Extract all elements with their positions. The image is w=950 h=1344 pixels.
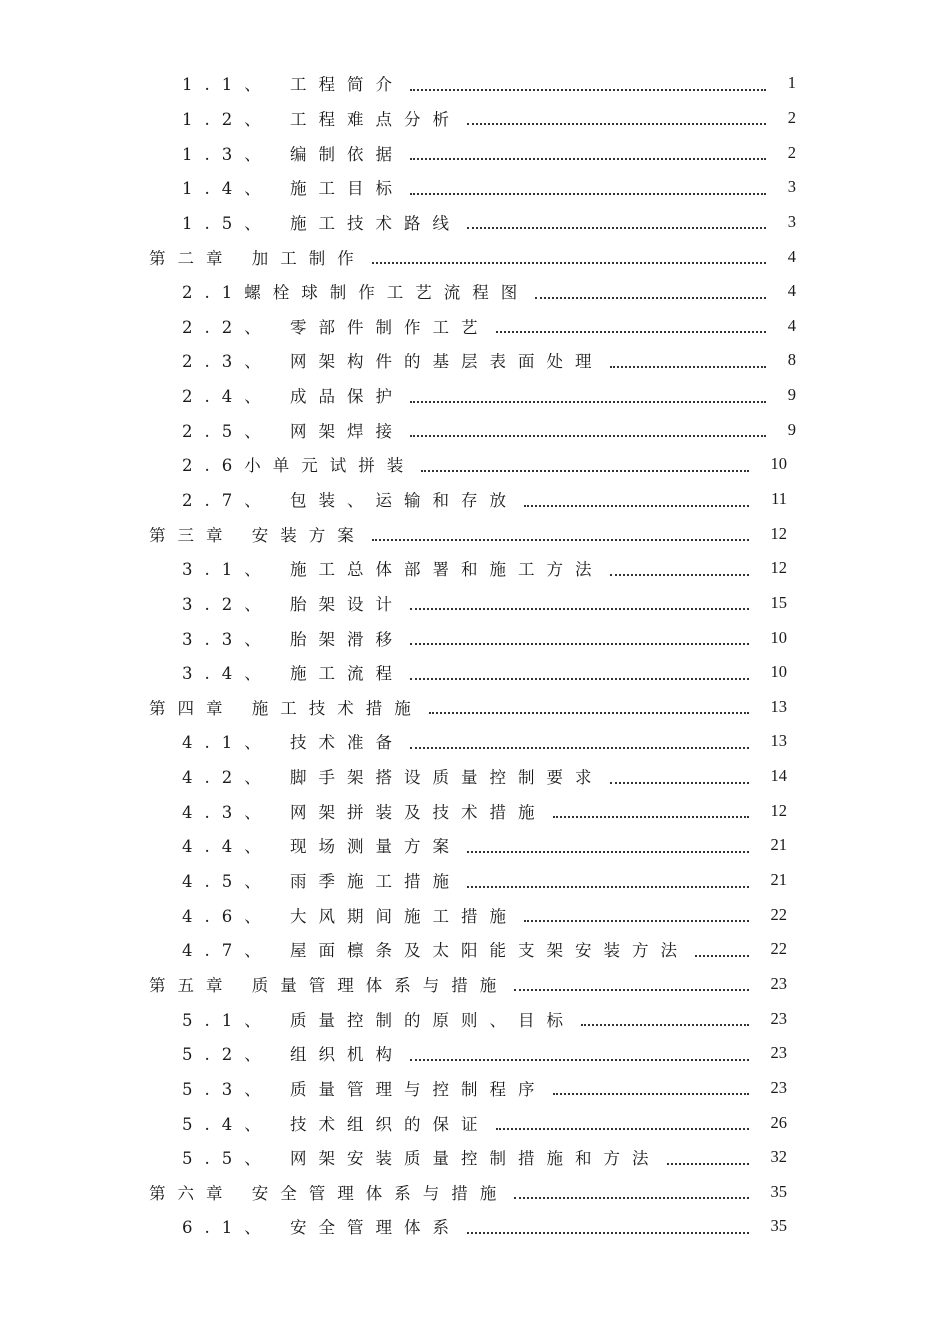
toc-entry-page: 23 (770, 1077, 787, 1097)
table-of-contents (0, 66, 950, 1244)
toc-leader-dots (410, 157, 766, 160)
toc-leader-dots (410, 434, 766, 437)
toc-entry[interactable] (0, 482, 950, 517)
toc-entry-page: 35 (770, 1181, 787, 1201)
toc-leader-dots (524, 919, 749, 922)
toc-entry-page: 23 (770, 1008, 787, 1028)
toc-entry-title: 1.1、 工程简介 (182, 75, 404, 95)
toc-entry[interactable] (0, 101, 950, 136)
toc-entry-title: 5.3、 质量管理与控制程序 (182, 1079, 547, 1099)
toc-entry[interactable] (0, 1105, 950, 1140)
toc-entry[interactable] (0, 205, 950, 240)
toc-entry-title: 5.5、 网架安装质量控制措施和方法 (182, 1149, 661, 1169)
toc-entry-title: 1.5、 施工技术路线 (182, 213, 461, 233)
toc-entry-page: 13 (770, 731, 787, 751)
toc-leader-dots (535, 296, 766, 299)
toc-entry-title: 1.2、 工程难点分析 (182, 109, 461, 129)
toc-leader-dots (553, 1092, 750, 1095)
toc-entry-title: 2.4、 成品保护 (182, 387, 404, 407)
toc-entry-page: 12 (770, 523, 787, 543)
toc-entry[interactable] (0, 759, 950, 794)
toc-entry-page: 9 (787, 385, 796, 405)
toc-entry-title: 1.4、 施工目标 (182, 179, 404, 199)
toc-leader-dots (610, 573, 750, 576)
toc-entry-title: 2.5、 网架焊接 (182, 421, 404, 441)
toc-entry[interactable] (0, 1036, 950, 1071)
toc-entry-title: 2.1螺栓球制作工艺流程图 (182, 283, 530, 303)
toc-leader-dots (410, 746, 749, 749)
toc-entry-title: 3.2、 胎架设计 (182, 594, 404, 614)
toc-chapter-title: 第五章 质量管理体系与措施 (149, 975, 509, 995)
toc-entry-page: 2 (787, 107, 796, 127)
toc-leader-dots (467, 226, 766, 229)
toc-entry-page: 12 (770, 558, 787, 578)
toc-entry[interactable] (0, 308, 950, 343)
toc-entry-title: 4.6、 大风期间施工措施 (182, 906, 518, 926)
toc-entry-title: 1.3、 编制依据 (182, 144, 404, 164)
toc-entry[interactable] (0, 863, 950, 898)
toc-chapter-entry[interactable] (0, 516, 950, 551)
toc-leader-dots (421, 469, 749, 472)
toc-leader-dots (372, 261, 766, 264)
toc-entry[interactable] (0, 793, 950, 828)
toc-entry-page: 2 (787, 142, 796, 162)
toc-entry[interactable] (0, 655, 950, 690)
toc-entry-page: 10 (770, 627, 787, 647)
toc-entry-page: 3 (787, 211, 796, 231)
toc-entry-title: 4.2、 脚手架搭设质量控制要求 (182, 768, 604, 788)
toc-entry[interactable] (0, 343, 950, 378)
toc-entry-title: 3.1、 施工总体部署和施工方法 (182, 560, 604, 580)
toc-entry[interactable] (0, 897, 950, 932)
toc-entry-title: 2.3、 网架构件的基层表面处理 (182, 352, 604, 372)
toc-entry-title: 3.4、 施工流程 (182, 664, 404, 684)
toc-leader-dots (524, 504, 749, 507)
toc-entry[interactable] (0, 1209, 950, 1244)
toc-leader-dots (496, 330, 767, 333)
toc-leader-dots (553, 815, 750, 818)
toc-entry-page: 4 (787, 315, 796, 335)
toc-chapter-entry[interactable] (0, 690, 950, 725)
toc-entry-page: 26 (770, 1112, 787, 1132)
toc-entry[interactable] (0, 170, 950, 205)
toc-entry[interactable] (0, 932, 950, 967)
toc-entry[interactable] (0, 620, 950, 655)
toc-chapter-title: 第二章 加工制作 (149, 248, 366, 268)
toc-entry-title: 3.3、 胎架滑移 (182, 629, 404, 649)
toc-entry-page: 15 (770, 592, 787, 612)
toc-entry-page: 3 (787, 177, 796, 197)
toc-entry-title: 5.2、 组织机构 (182, 1045, 404, 1065)
toc-chapter-title: 第四章 施工技术措施 (149, 698, 423, 718)
toc-leader-dots (610, 781, 750, 784)
toc-entry-page: 4 (787, 246, 796, 266)
toc-entry-page: 8 (787, 350, 796, 370)
toc-entry[interactable] (0, 447, 950, 482)
toc-entry-title: 5.1、 质量控制的原则、目标 (182, 1010, 575, 1030)
toc-entry[interactable] (0, 412, 950, 447)
toc-entry-title: 6.1、 安全管理体系 (182, 1218, 461, 1238)
toc-entry-title: 2.7、 包装、运输和存放 (182, 491, 518, 510)
toc-entry-page: 23 (770, 1043, 787, 1063)
toc-leader-dots (695, 954, 749, 957)
toc-leader-dots (410, 607, 749, 610)
toc-leader-dots (410, 192, 766, 195)
toc-entry-page: 9 (787, 419, 796, 439)
toc-entry[interactable] (0, 724, 950, 759)
toc-chapter-title: 第六章 安全管理体系与措施 (149, 1183, 509, 1203)
toc-leader-dots (429, 711, 749, 714)
toc-entry[interactable] (0, 1071, 950, 1106)
toc-chapter-entry[interactable] (0, 1175, 950, 1210)
toc-entry-page: 22 (770, 904, 787, 924)
toc-leader-dots (410, 1058, 749, 1061)
toc-entry-page: 11 (771, 489, 787, 508)
toc-chapter-entry[interactable] (0, 239, 950, 274)
toc-leader-dots (467, 1231, 749, 1234)
toc-entry[interactable] (0, 274, 950, 309)
toc-leader-dots (410, 88, 766, 91)
toc-entry-page: 12 (770, 800, 787, 820)
toc-leader-dots (410, 677, 749, 680)
toc-leader-dots (467, 122, 766, 125)
toc-entry-title: 4.1、 技术准备 (182, 733, 404, 753)
toc-entry-page: 1 (787, 73, 796, 93)
toc-leader-dots (581, 1023, 749, 1026)
toc-entry-page: 13 (770, 696, 787, 716)
toc-entry-page: 14 (770, 766, 787, 786)
toc-entry-page: 32 (770, 1147, 787, 1167)
toc-leader-dots (514, 988, 749, 991)
toc-entry-title: 4.4、 现场测量方案 (182, 837, 461, 857)
toc-entry-page: 23 (770, 973, 787, 993)
toc-leader-dots (514, 1196, 749, 1199)
toc-entry[interactable] (0, 1001, 950, 1036)
toc-entry-page: 10 (770, 454, 787, 474)
toc-entry-page: 21 (770, 870, 787, 890)
toc-leader-dots (467, 885, 749, 888)
toc-entry-title: 4.7、 屋面檩条及太阳能支架安装方法 (182, 941, 689, 961)
toc-entry[interactable] (0, 586, 950, 621)
toc-entry[interactable] (0, 1140, 950, 1175)
toc-entry-title: 4.5、 雨季施工措施 (182, 872, 461, 892)
toc-leader-dots (667, 1162, 750, 1165)
toc-leader-dots (372, 538, 749, 541)
toc-entry[interactable] (0, 551, 950, 586)
toc-entry[interactable] (0, 378, 950, 413)
toc-leader-dots (410, 642, 749, 645)
toc-entry-title: 2.2、 零部件制作工艺 (182, 317, 490, 337)
toc-entry-page: 4 (787, 281, 796, 301)
toc-entry[interactable] (0, 135, 950, 170)
toc-leader-dots (410, 400, 766, 403)
toc-entry-title: 5.4、 技术组织的保证 (182, 1114, 490, 1134)
toc-leader-dots (467, 850, 749, 853)
toc-entry-title: 4.3、 网架拼装及技术措施 (182, 802, 547, 822)
toc-chapter-entry[interactable] (0, 967, 950, 1002)
toc-entry-page: 22 (770, 939, 787, 959)
toc-entry[interactable] (0, 66, 950, 101)
toc-chapter-title: 第三章 安装方案 (149, 525, 366, 545)
toc-leader-dots (610, 365, 767, 368)
toc-entry-page: 35 (770, 1216, 787, 1236)
toc-entry[interactable] (0, 828, 950, 863)
toc-entry-title: 2.6小单元试拼装 (182, 456, 416, 476)
toc-entry-page: 21 (770, 835, 787, 855)
toc-entry-page: 10 (770, 662, 787, 682)
toc-leader-dots (496, 1127, 750, 1130)
